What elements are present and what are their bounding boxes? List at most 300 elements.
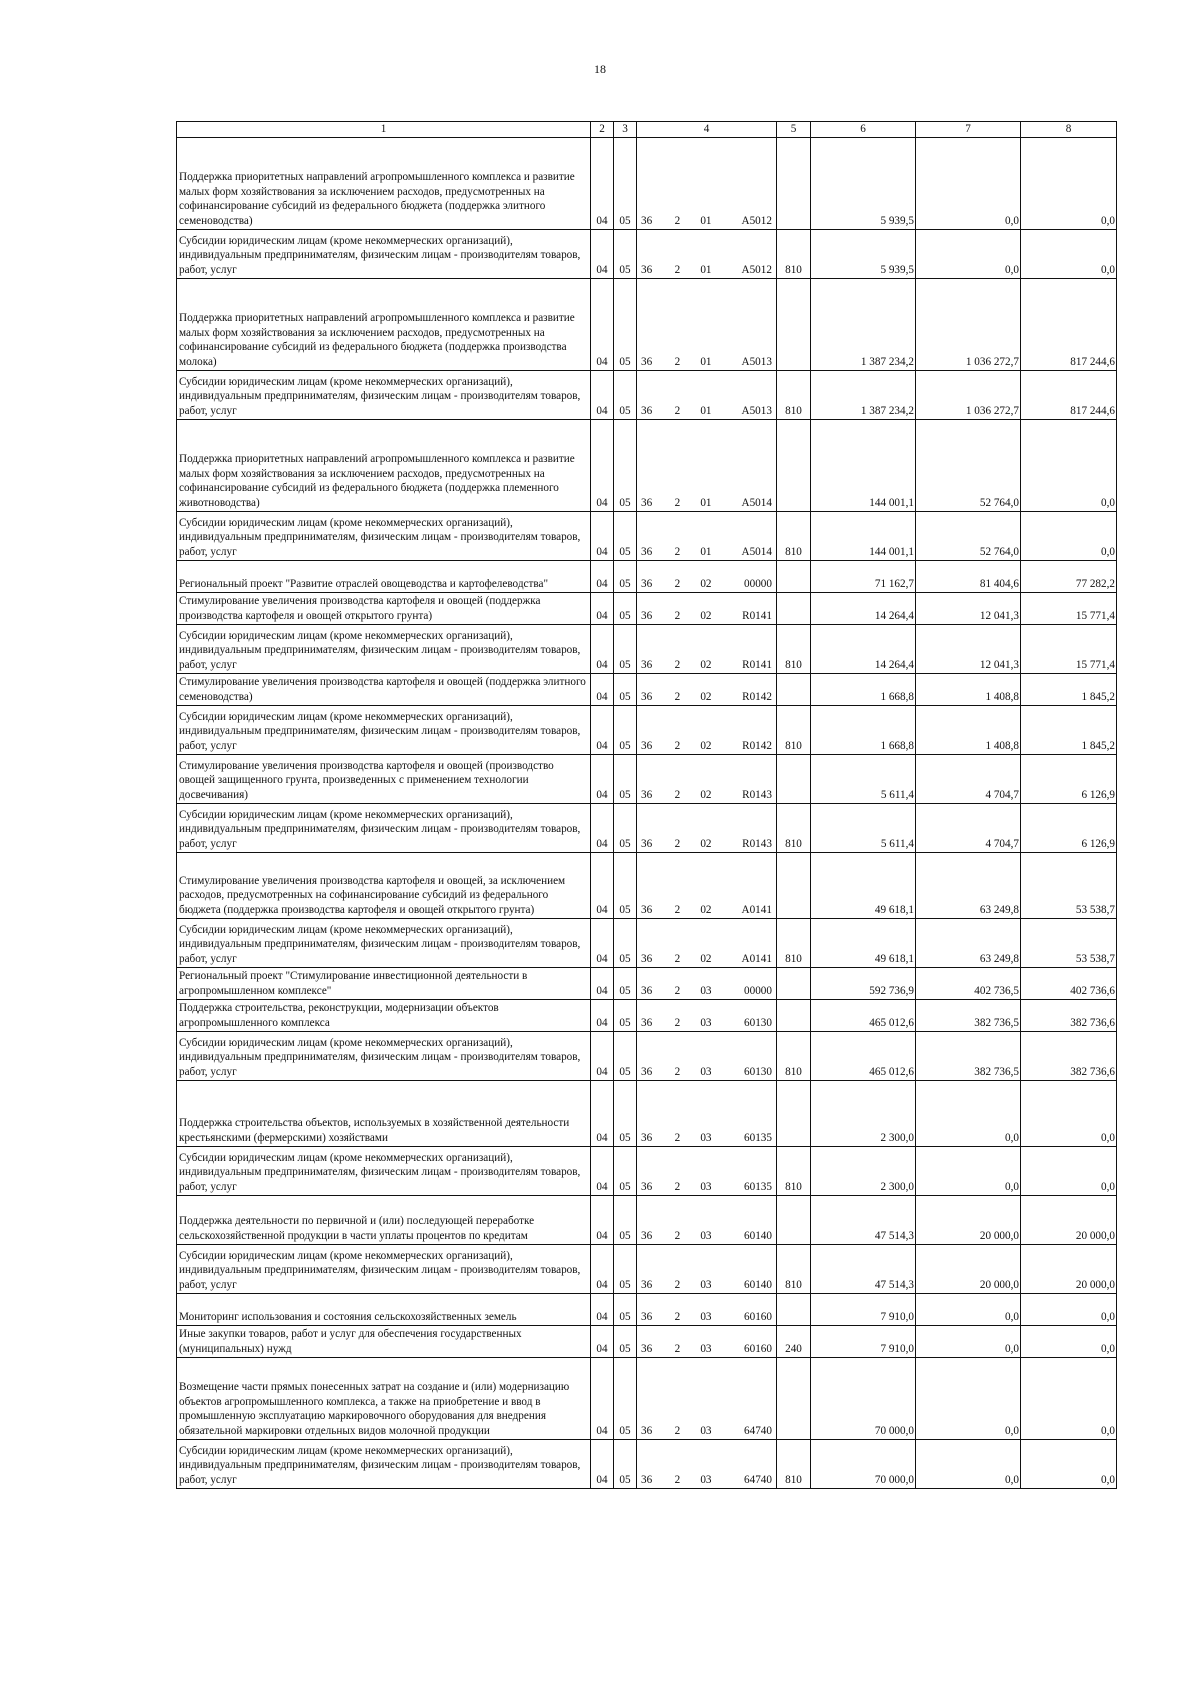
amount-col-8: 0,0 [1021, 1146, 1117, 1195]
code-part-a: 36 [641, 1181, 653, 1193]
amount-col-6: 1 387 234,2 [811, 278, 916, 370]
amount-col-8: 382 736,6 [1021, 1031, 1117, 1080]
subsection-code: 05 [614, 803, 637, 852]
target-article-code [637, 1031, 777, 1080]
col-header-3: 3 [614, 122, 637, 138]
subsection-code: 05 [614, 560, 637, 592]
target-article-code [637, 419, 777, 511]
section-code: 04 [591, 370, 614, 419]
code-part-a: 36 [641, 1279, 653, 1291]
code-part-a: 36 [641, 1311, 653, 1323]
code-part-a: 36 [641, 1425, 653, 1437]
row-description: Субсидии юридическим лицам (кроме некоммерческих организаций), индивидуальным предпринимателям, физическим лицам - производителям товаров, работ, услуг [177, 1031, 591, 1080]
table-row [177, 967, 1117, 999]
amount-col-6: 14 264,4 [811, 624, 916, 673]
row-description: Стимулирование увеличения производства картофеля и овощей, за исключением расходов, предусмотренных на софинансирование субсидий из федерального бюджета (поддержка производства картофеля и овощей открытого грунта) [177, 852, 591, 918]
subsection-code: 05 [614, 370, 637, 419]
amount-col-7: 20 000,0 [916, 1195, 1021, 1244]
section-code: 04 [591, 1080, 614, 1146]
code-part-d: A5014 [741, 546, 772, 558]
row-description: Поддержка строительства, реконструкции, модернизации объектов агропромышленного комплекса [177, 999, 591, 1031]
code-part-b: 2 [674, 985, 681, 997]
code-part-d: R0142 [742, 740, 772, 752]
table-row [177, 918, 1117, 967]
code-part-a: 36 [641, 610, 653, 622]
target-article-code [637, 1195, 777, 1244]
subsection-code: 05 [614, 705, 637, 754]
amount-col-7: 1 408,8 [916, 673, 1021, 705]
table-row [177, 229, 1117, 278]
target-article-code [637, 918, 777, 967]
amount-col-8: 53 538,7 [1021, 852, 1117, 918]
table-row [177, 1293, 1117, 1325]
table-row [177, 370, 1117, 419]
section-code: 04 [591, 137, 614, 229]
code-part-d: 00000 [744, 578, 772, 590]
expense-type-code: 810 [777, 370, 811, 419]
col-header-1: 1 [177, 122, 591, 138]
expense-type-code: 810 [777, 1031, 811, 1080]
code-part-d: 60140 [744, 1230, 772, 1242]
code-part-c: 03 [700, 1343, 712, 1355]
expense-type-code [777, 1357, 811, 1439]
table-row [177, 419, 1117, 511]
target-article-code [637, 1244, 777, 1293]
row-description: Субсидии юридическим лицам (кроме некоммерческих организаций), индивидуальным предпринимателям, физическим лицам - производителям товаров, работ, услуг [177, 918, 591, 967]
code-part-c: 03 [700, 1474, 712, 1486]
amount-col-7: 52 764,0 [916, 419, 1021, 511]
amount-col-7: 402 736,5 [916, 967, 1021, 999]
amount-col-8: 0,0 [1021, 1080, 1117, 1146]
section-code: 04 [591, 918, 614, 967]
amount-col-8: 0,0 [1021, 1357, 1117, 1439]
code-part-a: 36 [641, 215, 653, 227]
code-part-a: 36 [641, 1017, 653, 1029]
amount-col-6: 5 611,4 [811, 803, 916, 852]
subsection-code: 05 [614, 967, 637, 999]
amount-col-7: 4 704,7 [916, 754, 1021, 803]
row-description: Поддержка приоритетных направлений агропромышленного комплекса и развитие малых форм хозяйствования за исключением расходов, предусмотренных на софинансирование субсидий из федерального бюджета (поддержка производства молока) [177, 278, 591, 370]
section-code: 04 [591, 803, 614, 852]
code-part-d: A5012 [741, 215, 772, 227]
table-row [177, 511, 1117, 560]
table-row [177, 673, 1117, 705]
target-article-code [637, 560, 777, 592]
amount-col-8: 0,0 [1021, 137, 1117, 229]
amount-col-8: 0,0 [1021, 1439, 1117, 1488]
col-header-4: 4 [637, 122, 777, 138]
expense-type-code: 810 [777, 1146, 811, 1195]
target-article-code [637, 852, 777, 918]
code-part-d: R0142 [742, 691, 772, 703]
code-part-a: 36 [641, 1132, 653, 1144]
expense-type-code [777, 1293, 811, 1325]
target-article-code [637, 1146, 777, 1195]
amount-col-6: 14 264,4 [811, 592, 916, 624]
amount-col-6: 70 000,0 [811, 1357, 916, 1439]
amount-col-8: 20 000,0 [1021, 1195, 1117, 1244]
row-description: Возмещение части прямых понесенных затрат на создание и (или) модернизацию объектов агропромышленного комплекса, а также на приобретение и ввод в промышленную эксплуатацию маркировочного оборудования для внедрения обязательной маркировки отдельных видов молочной продукции [177, 1357, 591, 1439]
amount-col-7: 0,0 [916, 1439, 1021, 1488]
amount-col-6: 5 611,4 [811, 754, 916, 803]
amount-col-8: 817 244,6 [1021, 278, 1117, 370]
amount-col-7: 0,0 [916, 137, 1021, 229]
target-article-code [637, 999, 777, 1031]
expense-type-code [777, 999, 811, 1031]
expense-type-code: 240 [777, 1325, 811, 1357]
table-row [177, 1357, 1117, 1439]
code-part-c: 02 [700, 659, 712, 671]
code-part-a: 36 [641, 578, 653, 590]
expense-type-code [777, 673, 811, 705]
amount-col-6: 71 162,7 [811, 560, 916, 592]
amount-col-6: 592 736,9 [811, 967, 916, 999]
section-code: 04 [591, 1244, 614, 1293]
section-code: 04 [591, 999, 614, 1031]
code-part-d: A0141 [741, 953, 772, 965]
code-part-c: 03 [700, 1425, 712, 1437]
code-part-c: 01 [700, 497, 712, 509]
table-row [177, 1325, 1117, 1357]
amount-col-6: 144 001,1 [811, 511, 916, 560]
row-description: Субсидии юридическим лицам (кроме некоммерческих организаций), индивидуальным предпринимателям, физическим лицам - производителям товаров, работ, услуг [177, 1146, 591, 1195]
amount-col-7: 0,0 [916, 1325, 1021, 1357]
amount-col-8: 0,0 [1021, 419, 1117, 511]
subsection-code: 05 [614, 673, 637, 705]
subsection-code: 05 [614, 1031, 637, 1080]
subsection-code: 05 [614, 511, 637, 560]
code-part-d: 64740 [744, 1474, 772, 1486]
expense-type-code [777, 560, 811, 592]
subsection-code: 05 [614, 1080, 637, 1146]
code-part-b: 2 [674, 1066, 681, 1078]
expense-type-code [777, 852, 811, 918]
amount-col-6: 1 668,8 [811, 705, 916, 754]
amount-col-8: 817 244,6 [1021, 370, 1117, 419]
code-part-b: 2 [674, 405, 681, 417]
target-article-code [637, 1357, 777, 1439]
subsection-code: 05 [614, 1293, 637, 1325]
subsection-code: 05 [614, 1357, 637, 1439]
expense-type-code: 810 [777, 1439, 811, 1488]
code-part-d: 60130 [744, 1017, 772, 1029]
code-part-a: 36 [641, 985, 653, 997]
row-description: Региональный проект "Стимулирование инвестиционной деятельности в агропромышленном комплексе" [177, 967, 591, 999]
code-part-c: 02 [700, 740, 712, 752]
page-number: 18 [594, 62, 606, 76]
amount-col-7: 1 036 272,7 [916, 278, 1021, 370]
budget-table [176, 121, 1117, 1489]
expense-type-code: 810 [777, 511, 811, 560]
row-description: Субсидии юридическим лицам (кроме некоммерческих организаций), индивидуальным предпринимателям, физическим лицам - производителям товаров, работ, услуг [177, 803, 591, 852]
target-article-code [637, 278, 777, 370]
code-part-c: 03 [700, 1132, 712, 1144]
code-part-b: 2 [674, 740, 681, 752]
expense-type-code [777, 754, 811, 803]
expense-type-code [777, 419, 811, 511]
code-part-a: 36 [641, 1474, 653, 1486]
amount-col-7: 1 036 272,7 [916, 370, 1021, 419]
col-header-5: 5 [777, 122, 811, 138]
code-part-c: 03 [700, 1279, 712, 1291]
amount-col-7: 63 249,8 [916, 918, 1021, 967]
amount-col-6: 7 910,0 [811, 1293, 916, 1325]
col-header-7: 7 [916, 122, 1021, 138]
code-part-a: 36 [641, 691, 653, 703]
code-part-d: 60140 [744, 1279, 772, 1291]
row-description: Стимулирование увеличения производства картофеля и овощей (поддержка элитного семеноводства) [177, 673, 591, 705]
code-part-a: 36 [641, 838, 653, 850]
code-part-b: 2 [674, 1425, 681, 1437]
amount-col-6: 47 514,3 [811, 1244, 916, 1293]
col-header-6: 6 [811, 122, 916, 138]
target-article-code [637, 803, 777, 852]
code-part-a: 36 [641, 356, 653, 368]
table-row [177, 999, 1117, 1031]
amount-col-7: 382 736,5 [916, 1031, 1021, 1080]
code-part-b: 2 [674, 904, 681, 916]
code-part-c: 02 [700, 610, 712, 622]
row-description: Субсидии юридическим лицам (кроме некоммерческих организаций), индивидуальным предпринимателям, физическим лицам - производителям товаров, работ, услуг [177, 511, 591, 560]
code-part-d: 60135 [744, 1132, 772, 1144]
target-article-code [637, 370, 777, 419]
row-description: Субсидии юридическим лицам (кроме некоммерческих организаций), индивидуальным предпринимателям, физическим лицам - производителям товаров, работ, услуг [177, 705, 591, 754]
amount-col-8: 6 126,9 [1021, 754, 1117, 803]
table-row [177, 1080, 1117, 1146]
code-part-c: 03 [700, 1230, 712, 1242]
row-description: Поддержка деятельности по первичной и (или) последующей переработке сельскохозяйственной продукции в части уплаты процентов по кредитам [177, 1195, 591, 1244]
amount-col-6: 5 939,5 [811, 229, 916, 278]
code-part-d: A0141 [741, 904, 772, 916]
table-row [177, 1146, 1117, 1195]
section-code: 04 [591, 852, 614, 918]
code-part-d: R0141 [742, 610, 772, 622]
code-part-b: 2 [674, 1181, 681, 1193]
expense-type-code [777, 1195, 811, 1244]
expense-type-code [777, 278, 811, 370]
amount-col-6: 47 514,3 [811, 1195, 916, 1244]
code-part-c: 03 [700, 1066, 712, 1078]
code-part-b: 2 [674, 1474, 681, 1486]
section-code: 04 [591, 229, 614, 278]
code-part-c: 01 [700, 356, 712, 368]
code-part-a: 36 [641, 546, 653, 558]
amount-col-6: 144 001,1 [811, 419, 916, 511]
table-body [177, 137, 1117, 1488]
code-part-c: 02 [700, 789, 712, 801]
target-article-code [637, 1325, 777, 1357]
expense-type-code: 810 [777, 229, 811, 278]
column-number-row [177, 122, 1117, 138]
expense-type-code [777, 1080, 811, 1146]
target-article-code [637, 705, 777, 754]
code-part-c: 03 [700, 1311, 712, 1323]
section-code: 04 [591, 754, 614, 803]
amount-col-6: 5 939,5 [811, 137, 916, 229]
row-description: Стимулирование увеличения производства картофеля и овощей (поддержка производства картофеля и овощей открытого грунта) [177, 592, 591, 624]
row-description: Субсидии юридическим лицам (кроме некоммерческих организаций), индивидуальным предпринимателям, физическим лицам - производителям товаров, работ, услуг [177, 229, 591, 278]
section-code: 04 [591, 673, 614, 705]
expense-type-code [777, 967, 811, 999]
section-code: 04 [591, 1325, 614, 1357]
amount-col-7: 63 249,8 [916, 852, 1021, 918]
section-code: 04 [591, 511, 614, 560]
code-part-b: 2 [674, 691, 681, 703]
code-part-d: 64740 [744, 1425, 772, 1437]
code-part-c: 01 [700, 546, 712, 558]
code-part-c: 02 [700, 838, 712, 850]
row-description: Иные закупки товаров, работ и услуг для обеспечения государственных (муниципальных) нужд [177, 1325, 591, 1357]
section-code: 04 [591, 1146, 614, 1195]
row-description: Поддержка приоритетных направлений агропромышленного комплекса и развитие малых форм хозяйствования за исключением расходов, предусмотренных на софинансирование субсидий из федерального бюджета (поддержка элитного семеноводства) [177, 137, 591, 229]
code-part-c: 02 [700, 904, 712, 916]
subsection-code: 05 [614, 137, 637, 229]
col-header-2: 2 [591, 122, 614, 138]
code-part-d: 60160 [744, 1343, 772, 1355]
amount-col-6: 70 000,0 [811, 1439, 916, 1488]
target-article-code [637, 1080, 777, 1146]
code-part-c: 02 [700, 691, 712, 703]
section-code: 04 [591, 560, 614, 592]
row-description: Мониторинг использования и состояния сельскохозяйственных земель [177, 1293, 591, 1325]
code-part-d: 00000 [744, 985, 772, 997]
amount-col-8: 15 771,4 [1021, 624, 1117, 673]
amount-col-7: 1 408,8 [916, 705, 1021, 754]
expense-type-code [777, 137, 811, 229]
table-row [177, 705, 1117, 754]
code-part-b: 2 [674, 356, 681, 368]
section-code: 04 [591, 1439, 614, 1488]
code-part-c: 02 [700, 578, 712, 590]
section-code: 04 [591, 1031, 614, 1080]
code-part-d: 60130 [744, 1066, 772, 1078]
code-part-a: 36 [641, 953, 653, 965]
code-part-b: 2 [674, 1017, 681, 1029]
amount-col-8: 0,0 [1021, 511, 1117, 560]
subsection-code: 05 [614, 1244, 637, 1293]
subsection-code: 05 [614, 999, 637, 1031]
table-row [177, 803, 1117, 852]
amount-col-6: 2 300,0 [811, 1080, 916, 1146]
subsection-code: 05 [614, 419, 637, 511]
subsection-code: 05 [614, 624, 637, 673]
code-part-b: 2 [674, 1230, 681, 1242]
amount-col-7: 81 404,6 [916, 560, 1021, 592]
section-code: 04 [591, 1293, 614, 1325]
code-part-b: 2 [674, 838, 681, 850]
subsection-code: 05 [614, 229, 637, 278]
expense-type-code: 810 [777, 705, 811, 754]
code-part-b: 2 [674, 546, 681, 558]
code-part-c: 03 [700, 985, 712, 997]
amount-col-7: 0,0 [916, 1080, 1021, 1146]
subsection-code: 05 [614, 1439, 637, 1488]
amount-col-6: 49 618,1 [811, 852, 916, 918]
amount-col-8: 77 282,2 [1021, 560, 1117, 592]
amount-col-6: 2 300,0 [811, 1146, 916, 1195]
amount-col-8: 6 126,9 [1021, 803, 1117, 852]
code-part-c: 01 [700, 215, 712, 227]
code-part-a: 36 [641, 497, 653, 509]
table-row [177, 137, 1117, 229]
row-description: Субсидии юридическим лицам (кроме некоммерческих организаций), индивидуальным предпринимателям, физическим лицам - производителям товаров, работ, услуг [177, 624, 591, 673]
amount-col-7: 0,0 [916, 1357, 1021, 1439]
subsection-code: 05 [614, 1325, 637, 1357]
amount-col-8: 20 000,0 [1021, 1244, 1117, 1293]
amount-col-8: 15 771,4 [1021, 592, 1117, 624]
target-article-code [637, 229, 777, 278]
table-row [177, 624, 1117, 673]
amount-col-6: 7 910,0 [811, 1325, 916, 1357]
subsection-code: 05 [614, 918, 637, 967]
row-description: Региональный проект "Развитие отраслей овощеводства и картофелеводства" [177, 560, 591, 592]
amount-col-6: 1 387 234,2 [811, 370, 916, 419]
target-article-code [637, 754, 777, 803]
row-description: Поддержка строительства объектов, используемых в хозяйственной деятельности крестьянскими (фермерскими) хозяйствами [177, 1080, 591, 1146]
amount-col-7: 52 764,0 [916, 511, 1021, 560]
table-row [177, 1439, 1117, 1488]
target-article-code [637, 624, 777, 673]
section-code: 04 [591, 419, 614, 511]
amount-col-7: 4 704,7 [916, 803, 1021, 852]
subsection-code: 05 [614, 852, 637, 918]
code-part-b: 2 [674, 1343, 681, 1355]
amount-col-6: 1 668,8 [811, 673, 916, 705]
code-part-a: 36 [641, 789, 653, 801]
code-part-b: 2 [674, 610, 681, 622]
amount-col-8: 402 736,6 [1021, 967, 1117, 999]
amount-col-7: 12 041,3 [916, 592, 1021, 624]
expense-type-code [777, 592, 811, 624]
code-part-b: 2 [674, 1279, 681, 1291]
code-part-c: 01 [700, 405, 712, 417]
target-article-code [637, 1439, 777, 1488]
code-part-a: 36 [641, 904, 653, 916]
target-article-code [637, 137, 777, 229]
section-code: 04 [591, 705, 614, 754]
code-part-b: 2 [674, 578, 681, 590]
code-part-d: A5013 [741, 405, 772, 417]
expense-type-code: 810 [777, 624, 811, 673]
amount-col-8: 1 845,2 [1021, 673, 1117, 705]
code-part-b: 2 [674, 1311, 681, 1323]
code-part-d: A5014 [741, 497, 772, 509]
code-part-a: 36 [641, 1230, 653, 1242]
amount-col-6: 465 012,6 [811, 1031, 916, 1080]
table-row [177, 754, 1117, 803]
code-part-b: 2 [674, 789, 681, 801]
table-row [177, 1031, 1117, 1080]
amount-col-8: 0,0 [1021, 1293, 1117, 1325]
code-part-b: 2 [674, 953, 681, 965]
table-row [177, 278, 1117, 370]
target-article-code [637, 967, 777, 999]
amount-col-7: 0,0 [916, 1293, 1021, 1325]
code-part-c: 02 [700, 953, 712, 965]
target-article-code [637, 1293, 777, 1325]
row-description: Поддержка приоритетных направлений агропромышленного комплекса и развитие малых форм хозяйствования за исключением расходов, предусмотренных на софинансирование субсидий из федерального бюджета (поддержка племенного животноводства) [177, 419, 591, 511]
code-part-d: A5012 [741, 264, 772, 276]
row-description: Стимулирование увеличения производства картофеля и овощей (производство овощей защищенного грунта, произведенных с применением технологии досвечивания) [177, 754, 591, 803]
expense-type-code: 810 [777, 1244, 811, 1293]
expense-type-code: 810 [777, 918, 811, 967]
target-article-code [637, 511, 777, 560]
amount-col-8: 382 736,6 [1021, 999, 1117, 1031]
amount-col-7: 12 041,3 [916, 624, 1021, 673]
code-part-a: 36 [641, 740, 653, 752]
amount-col-7: 0,0 [916, 229, 1021, 278]
amount-col-7: 20 000,0 [916, 1244, 1021, 1293]
